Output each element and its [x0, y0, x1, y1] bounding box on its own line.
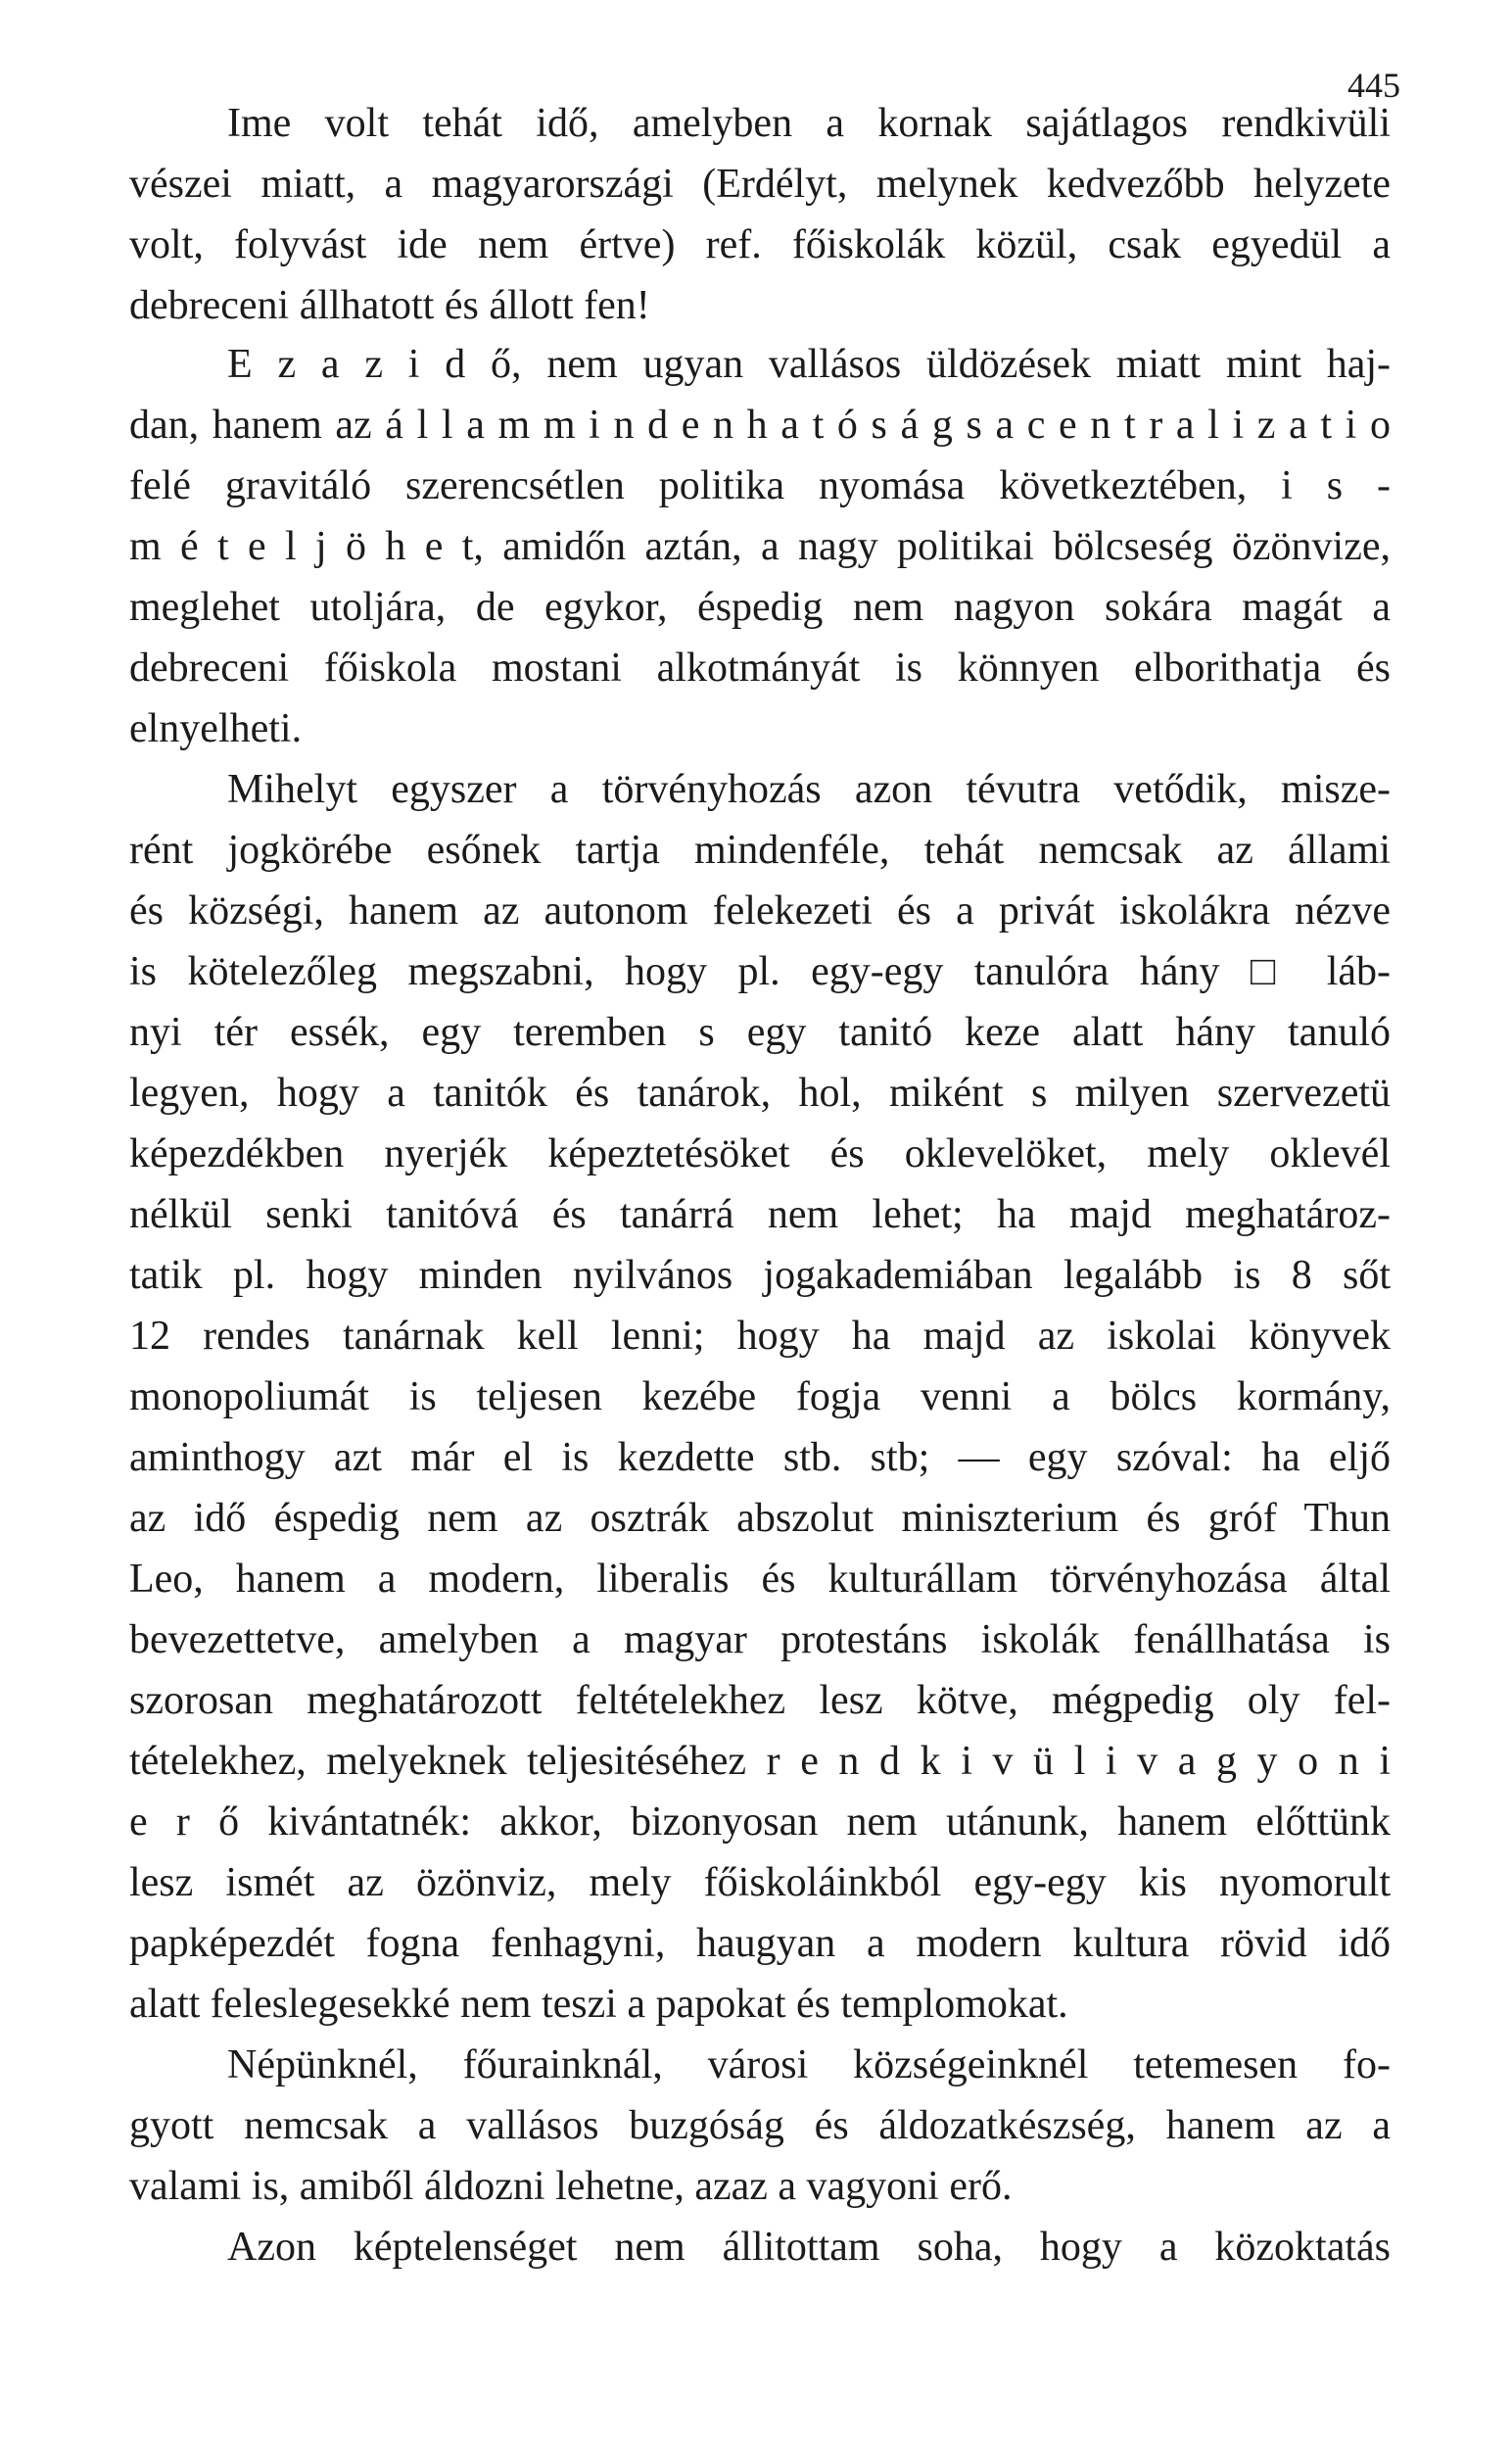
text-line: és községi, hanem az autonom felekezeti és a privát iskolákra nézve: [129, 888, 1391, 934]
text-line: bevezettetve, amelyben a magyar protestáns iskolák fenállhatása is: [129, 1617, 1391, 1662]
text-line: monopoliumát is teljesen kezébe fogja venni a bölcs kormány,: [129, 1374, 1391, 1419]
text-line: legyen, hogy a tanitók és tanárok, hol, miként s milyen szervezetü: [129, 1071, 1391, 1116]
text-line: nélkül senki tanitóvá és tanárrá nem lehet; ha majd meghatároz-: [129, 1192, 1391, 1237]
text-line: aminthogy azt már el is kezdette stb. stb; — egy szóval: ha eljő: [129, 1435, 1391, 1480]
text-line: papképezdét fogna fenhagyni, haugyan a modern kultura rövid idő: [129, 1921, 1391, 1966]
text-line: is kötelezőleg megszabni, hogy pl. egy-egy tanulóra hány □ láb-: [129, 949, 1391, 994]
text-line: az idő éspedig nem az osztrák abszolut miniszterium és gróf Thun: [129, 1496, 1391, 1541]
text-line: Leo, hanem a modern, liberalis és kulturállam törvényhozása által: [129, 1557, 1391, 1602]
text-line: dan, hanem az á l l a m m i n d e n h a t ó s á g s a c e n t r a l i z a t i o: [129, 403, 1391, 448]
text-line: volt, folyvást ide nem értve) ref. főiskolák közül, csak egyedül a: [129, 222, 1391, 267]
text-line: debreceni főiskola mostani alkotmányát is könnyen elborithatja és: [129, 646, 1391, 691]
text-line: elnyelheti.: [129, 706, 303, 751]
text-line: Mihelyt egyszer a törvényhozás azon tévutra vetődik, misze-: [227, 767, 1391, 812]
text-line: nyi tér essék, egy teremben s egy tanitó keze alatt hány tanuló: [129, 1010, 1391, 1055]
text-line: e r ő kivántatnék: akkor, bizonyosan nem utánunk, hanem előttünk: [129, 1799, 1391, 1845]
text-line: vészei miatt, a magyarországi (Erdélyt, melynek kedvezőbb helyzete: [129, 162, 1391, 207]
text-line: 12 rendes tanárnak kell lenni; hogy ha majd az iskolai könyvek: [129, 1314, 1391, 1359]
text-line: valami is, amiből áldozni lehetne, azaz a vagyoni erő.: [129, 2164, 1013, 2209]
text-line: meglehet utoljára, de egykor, éspedig nem nagyon sokára magát a: [129, 585, 1391, 630]
text-line: tételekhez, melyeknek teljesitéséhez r e n d k i v ü l i v a g y o n i: [129, 1739, 1391, 1784]
text-line: lesz ismét az özönviz, mely főiskoláinkból egy-egy kis nyomorult: [129, 1860, 1391, 1905]
text-line: rént jogkörébe esőnek tartja mindenféle, tehát nemcsak az állami: [129, 828, 1391, 873]
text-line: m é t e l j ö h e t, amidőn aztán, a nagy politikai bölcseség özönvize,: [129, 524, 1391, 569]
text-line: alatt feleslegesekké nem teszi a papokat és templomokat.: [129, 1982, 1068, 2027]
text-line: Ime volt tehát idő, amelyben a kornak sajátlagos rendkivüli: [227, 101, 1391, 146]
text-line: gyott nemcsak a vallásos buzgóság és áldozatkészség, hanem az a: [129, 2103, 1391, 2148]
text-line: debreceni állhatott és állott fen!: [129, 283, 650, 328]
page-number: 445: [1347, 66, 1400, 105]
text-line: E z a z i d ő, nem ugyan vallásos üldözések miatt mint haj-: [227, 342, 1391, 387]
text-line: felé gravitáló szerencsétlen politika nyomása következtében, i s -: [129, 463, 1391, 508]
text-line: képezdékben nyerjék képeztetésöket és oklevelöket, mely oklevél: [129, 1131, 1391, 1176]
text-line: Azon képtelenséget nem állitottam soha, hogy a közoktatás: [227, 2225, 1391, 2270]
text-line: Népünknél, főurainknál, városi községeinknél tetemesen fo-: [227, 2042, 1391, 2087]
text-line: tatik pl. hogy minden nyilvános jogakademiában legalább is 8 sőt: [129, 1253, 1391, 1298]
text-line: szorosan meghatározott feltételekhez lesz kötve, mégpedig oly fel-: [129, 1678, 1391, 1723]
